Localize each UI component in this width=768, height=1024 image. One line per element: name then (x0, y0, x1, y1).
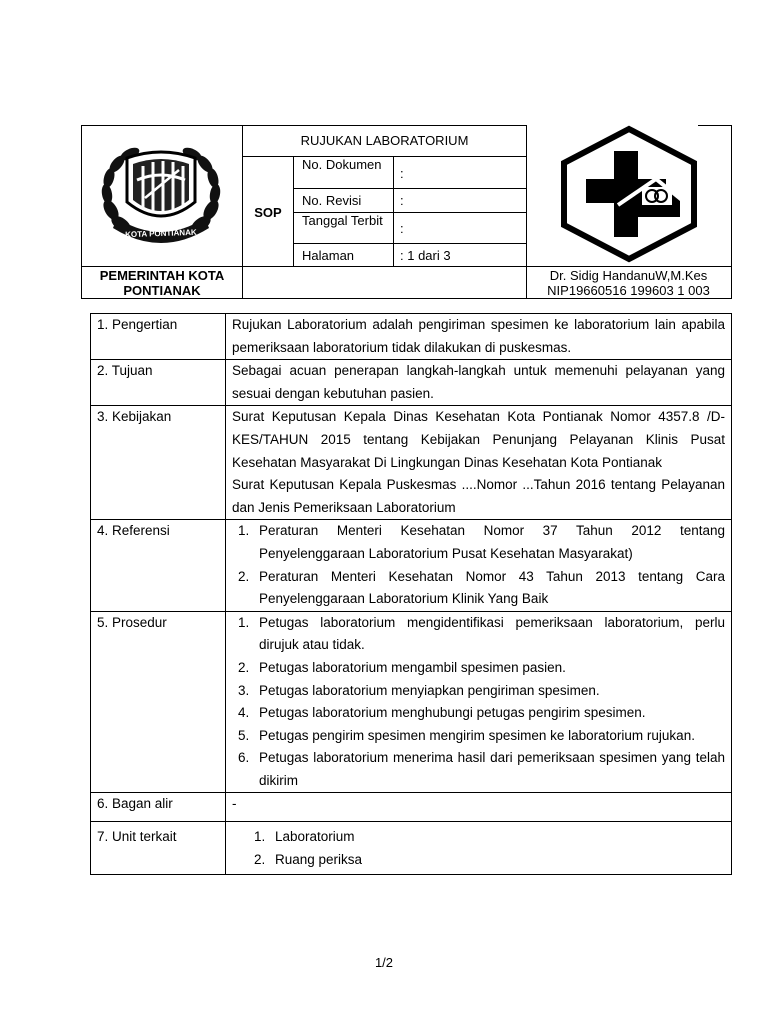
kota-pontianak-seal-icon (97, 140, 225, 252)
row-cell-prosedur (226, 611, 732, 793)
row-label-tujuan: 2. Tujuan (91, 360, 226, 406)
row-label-unit-terkait: 7. Unit terkait (91, 822, 226, 874)
kebijakan-text-2: Surat Keputusan Kepala Puskesmas ....Nomor ...Tahun 2016 tentang Pelayanan dan Jenis Pemeriksaan Laboratorium (232, 477, 725, 515)
field-label-halaman: Halaman (302, 248, 355, 263)
table-row (91, 611, 732, 793)
signatory-nip: NIP19660516 199603 1 003 (547, 283, 710, 298)
row-divider-3 (293, 243, 527, 244)
list-item: 2. Petugas laboratorium mengambil spesimen pasien. (238, 659, 566, 675)
table-row (91, 314, 732, 360)
list-item: 5. Petugas pengirim spesimen mengirim spesimen ke laboratorium rujukan. (238, 727, 695, 743)
list-item: 2. Peraturan Menteri Kesehatan Nomor 43 Tahun 2013 tentang Cara Penyelenggaraan Laboratorium Klinik Yang Baik (238, 568, 725, 607)
page-number: 1/2 (374, 955, 394, 970)
row-label-prosedur: 5. Prosedur (91, 611, 226, 793)
row-label-referensi: 4. Referensi (91, 520, 226, 611)
header-right-border (731, 125, 732, 299)
organization-name: PEMERINTAH KOTA PONTIANAK (99, 268, 225, 298)
row-divider-bottom (81, 266, 731, 267)
table-row (91, 822, 732, 874)
signatory-name: Dr. Sidig HandanuW,M.Kes (549, 268, 708, 283)
list-item: 6. Petugas laboratorium menerima hasil dari pemeriksaan spesimen yang telah dikirim (238, 750, 725, 788)
header-bottom-border (81, 298, 731, 299)
field-value-no-revisi: : (400, 193, 404, 208)
sop-label: SOP (254, 205, 282, 220)
table-row (91, 406, 732, 520)
list-item: 1. Peraturan Menteri Kesehatan Nomor 37 Tahun 2012 tentang Penyelenggaraan Laboratorium Pusat Kesehatan Masyarakat) (238, 523, 725, 561)
sop-content-table (90, 313, 732, 875)
field-label-no-revisi: No. Revisi (302, 193, 362, 208)
row-cell-referensi (226, 520, 732, 611)
row-text-pengertian: Rujukan Laboratorium adalah pengiriman spesimen ke laboratorium lain apabila pemeriksaan laboratorium tidak dilakukan di puskesmas. (226, 314, 732, 360)
header-top-border-right (698, 125, 731, 126)
list-item: 3. Petugas laboratorium menyiapkan pengiriman spesimen. (238, 682, 600, 698)
field-value-no-dokumen: : (400, 166, 404, 181)
field-value-halaman: : 1 dari 3 (400, 248, 451, 263)
table-row (91, 793, 732, 822)
list-item: 4. Petugas laboratorium menghubungi petugas pengirim spesimen. (238, 705, 646, 721)
field-value-tanggal-terbit: : (400, 221, 404, 236)
list-item: 2. Ruang periksa (254, 852, 363, 868)
puskesmas-logo-icon (556, 125, 702, 263)
seal-ribbon-text: KOTA PONTIANAK (124, 227, 197, 240)
kebijakan-text-1: Surat Keputusan Kepala Dinas Kesehatan Kota Pontianak Nomor 4357.8 /D-KES/TAHUN 2015 tentang Kebijakan Penunjang Pelayanan Klinis Pusat Kesehatan Masyarakat Di Lingkungan Dinas Kesehatan Kota Pontianak (232, 409, 725, 470)
row-cell-unit-terkait (226, 822, 732, 874)
field-label-tanggal-terbit: Tanggal Terbit (302, 213, 383, 228)
row-divider-1 (293, 188, 527, 189)
header-top-border (81, 125, 527, 126)
table-row (91, 360, 732, 406)
row-label-bagan-alir: 6. Bagan alir (91, 793, 226, 822)
document-title: RUJUKAN LABORATORIUM (300, 133, 469, 148)
list-item: 1. Petugas laboratorium mengidentifikasi pemeriksaan laboratorium, perlu dirujuk atau tidak. (238, 614, 725, 653)
row-cell-kebijakan (226, 406, 732, 520)
row-text-tujuan: Sebagai acuan penerapan langkah-langkah untuk memenuhi pelayanan yang sesuai dengan kebutuhan pasien. (226, 360, 732, 406)
row-label-kebijakan: 3. Kebijakan (91, 406, 226, 520)
row-text-bagan-alir: - (226, 793, 732, 822)
row-label-pengertian: 1. Pengertian (91, 314, 226, 360)
table-row (91, 520, 732, 611)
field-label-no-dokumen: No. Dokumen (302, 157, 382, 172)
list-item: 1. Laboratorium (254, 829, 355, 845)
